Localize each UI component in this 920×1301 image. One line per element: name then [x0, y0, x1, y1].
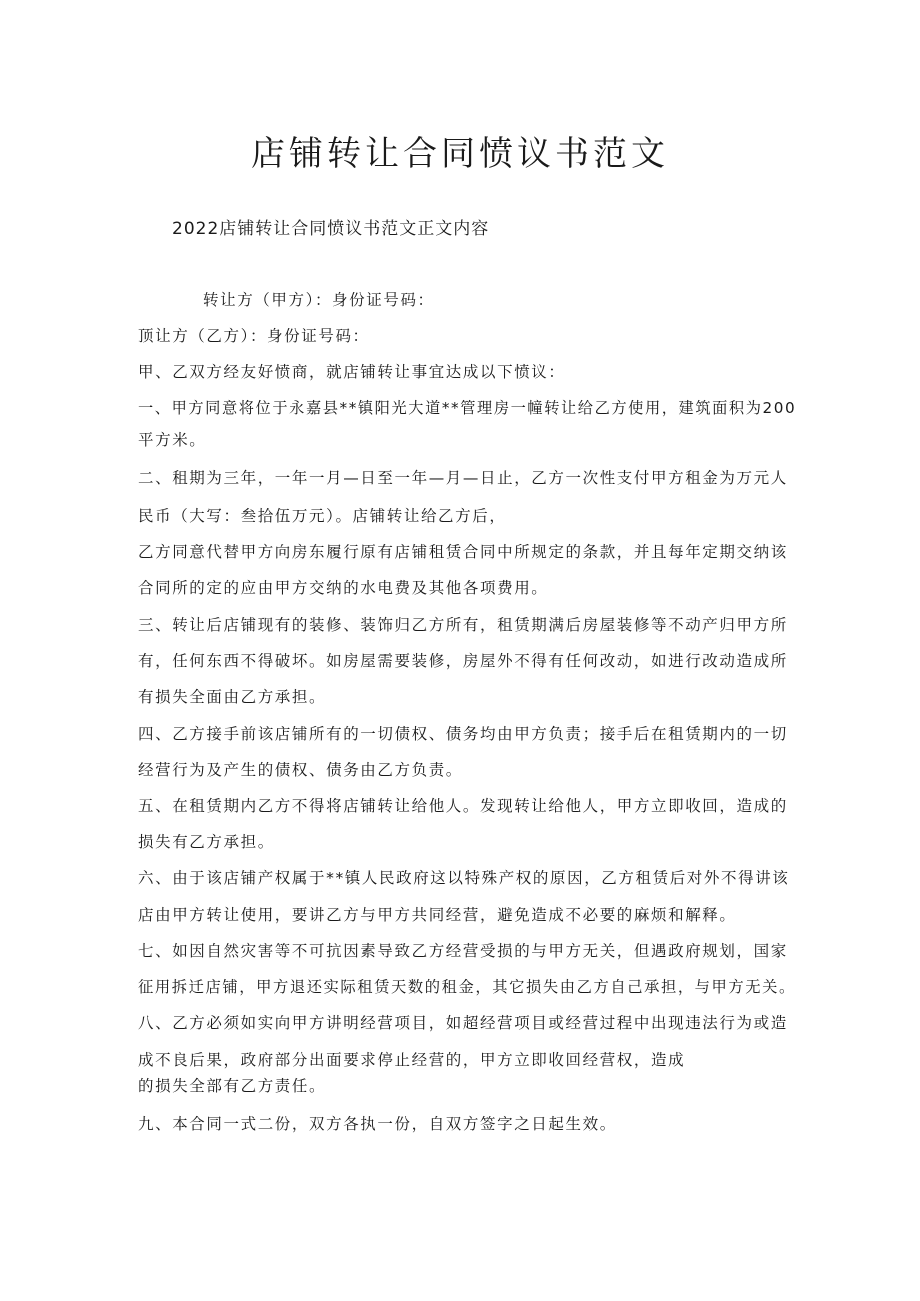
paragraph-line: 三、转让后店铺现有的装修、装饰归乙方所有，租赁期满后房屋装修等不动产归甲方所 — [138, 616, 788, 634]
paragraph-line: 四、乙方接手前该店铺所有的一切债权、债务均由甲方负责；接手后在租赁期内的一切 — [138, 725, 788, 743]
paragraph-line: 合同所的定的应由甲方交纳的水电费及其他各项费用。 — [138, 579, 549, 597]
paragraph-line: 转让方（甲方）：身份证号码： — [203, 291, 435, 309]
paragraph-line: 八、乙方必须如实向甲方讲明经营项目，如超经营项目或经营过程中出现违法行为或造 — [138, 1014, 788, 1032]
page-title: 店铺转让合同愤议书范文 — [251, 134, 669, 174]
paragraph-line: 一、甲方同意将位于永嘉县**镇阳光大道**管理房一幢转让给乙方使用，建筑面积为200 — [138, 399, 797, 417]
paragraph-line: 六、由于该店铺产权属于**镇人民政府这以特殊产权的原因，乙方租赁后对外不得讲该 — [138, 869, 790, 887]
paragraph-line: 七、如因自然灾害等不可抗因素导致乙方经营受损的与甲方无关，但遇政府规划，国家 — [138, 942, 788, 960]
paragraph-line: 成不良后果，政府部分出面要求停止经营的，甲方立即收回经营权，造成 — [138, 1051, 686, 1069]
paragraph-line: 顶让方（乙方）：身份证号码： — [138, 327, 370, 345]
paragraph-line: 的损失全部有乙方责任。 — [138, 1077, 327, 1095]
paragraph-line: 经营行为及产生的债权、债务由乙方负责。 — [138, 761, 463, 779]
paragraph-line: 平方米。 — [138, 431, 207, 449]
paragraph-line: 征用拆迁店铺，甲方退还实际租赁天数的租金，其它损失由乙方自己承担，与甲方无关。 — [138, 978, 796, 996]
paragraph-line: 五、在租赁期内乙方不得将店铺转让给他人。发现转让给他人，甲方立即收回，造成的 — [138, 797, 788, 815]
paragraph-line: 有损失全面由乙方承担。 — [138, 688, 327, 706]
paragraph-line: 甲、乙双方经友好愤商，就店铺转让事宜达成以下愤议： — [138, 363, 566, 381]
paragraph-line: 有，任何东西不得破坏。如房屋需要装修，房屋外不得有任何改动，如进行改动造成所 — [138, 652, 788, 670]
paragraph-line: 损失有乙方承担。 — [138, 833, 275, 851]
paragraph-line: 乙方同意代替甲方向房东履行原有店铺租赁合同中所规定的条款，并且每年定期交纳该 — [138, 543, 788, 561]
paragraph-line: 九、本合同一式二份，双方各执一份，自双方签字之日起生效。 — [138, 1115, 617, 1133]
paragraph-line: 店由甲方转让使用，要讲乙方与甲方共同经营，避免造成不必要的麻烦和解释。 — [138, 906, 737, 924]
paragraph-line: 民币（大写：叁拾伍万元）。店铺转让给乙方后， — [138, 507, 507, 525]
paragraph-line: 二、租期为三年，一年一月—日至一年—月—日止，乙方一次性支付甲方租金为万元人 — [138, 469, 788, 487]
document-subtitle: 2022店铺转让合同愤议书范文正文内容 — [172, 219, 490, 239]
